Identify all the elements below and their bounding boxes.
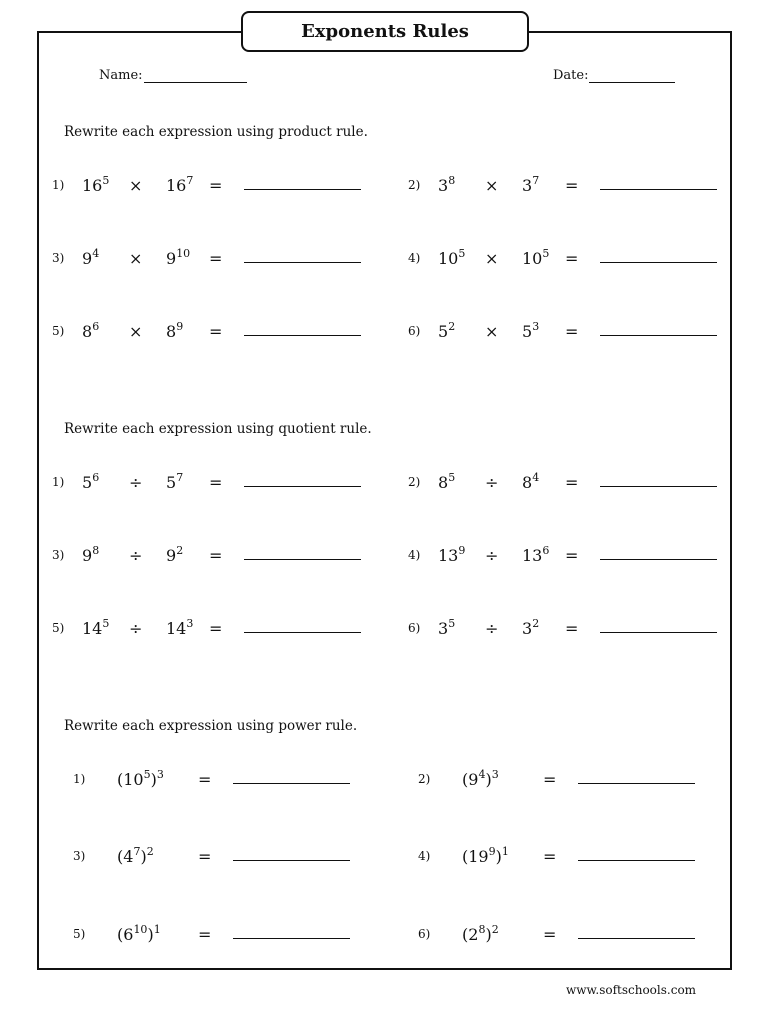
equals-sign: = xyxy=(565,249,579,268)
name-field[interactable] xyxy=(99,68,247,83)
footer-website: www.softschools.com xyxy=(566,983,697,997)
outer-exponent: 1 xyxy=(153,922,161,936)
equals-sign: = xyxy=(209,176,223,195)
first-term xyxy=(82,246,100,268)
second-base: 3 xyxy=(522,619,533,638)
first-term xyxy=(82,470,100,492)
question-number: 3) xyxy=(52,548,65,562)
answer-line[interactable] xyxy=(578,859,695,861)
question-number: 1) xyxy=(52,178,65,192)
power-question-6 xyxy=(418,922,718,951)
answer-line[interactable] xyxy=(600,334,717,336)
answer-line[interactable] xyxy=(233,859,350,861)
quotient-rule-instruction: Rewrite each expression using quotient rule. xyxy=(64,421,372,437)
answer-line[interactable] xyxy=(244,261,361,263)
answer-line[interactable] xyxy=(578,937,695,939)
second-exponent: 5 xyxy=(542,246,550,260)
equals-sign: = xyxy=(543,770,557,789)
first-exponent: 5 xyxy=(448,616,456,630)
answer-line[interactable] xyxy=(233,937,350,939)
power-expression: $(2^8)^2$ xyxy=(462,922,499,944)
first-term xyxy=(438,470,456,492)
inner-base: 6 xyxy=(123,925,134,944)
equals-sign: = xyxy=(565,546,579,565)
quotient-question-2 xyxy=(408,470,728,499)
question-number: 5) xyxy=(73,927,86,941)
question-number: 5) xyxy=(52,324,65,338)
question-number: 4) xyxy=(408,548,421,562)
operator-sign: ÷ xyxy=(129,473,143,492)
product-question-1 xyxy=(52,173,372,202)
second-exponent: 7 xyxy=(176,470,184,484)
equals-sign: = xyxy=(198,925,212,944)
question-number: 5) xyxy=(52,621,65,635)
first-exponent: 6 xyxy=(92,470,100,484)
first-exponent: 2 xyxy=(448,319,456,333)
second-base: 16 xyxy=(166,176,187,195)
power-expression: $(19^9)^1$ xyxy=(462,844,509,866)
question-number: 2) xyxy=(418,772,431,786)
name-label: Name: xyxy=(99,68,143,83)
question-number: 6) xyxy=(418,927,431,941)
question-number: 2) xyxy=(408,475,421,489)
power-question-5 xyxy=(73,922,373,951)
second-base: 14 xyxy=(166,619,187,638)
equals-sign: = xyxy=(209,249,223,268)
product-question-6 xyxy=(408,319,728,348)
inner-base: 19 xyxy=(468,847,489,866)
answer-line[interactable] xyxy=(600,558,717,560)
inner-base: 4 xyxy=(123,847,134,866)
first-term xyxy=(82,173,110,195)
equals-sign: = xyxy=(209,619,223,638)
first-exponent: 5 xyxy=(102,173,110,187)
second-base: 8 xyxy=(522,473,533,492)
second-term xyxy=(522,543,550,565)
inner-exponent: 7 xyxy=(133,844,141,858)
second-base: 5 xyxy=(166,473,177,492)
second-base: 8 xyxy=(166,322,177,341)
second-base: 9 xyxy=(166,249,177,268)
answer-line[interactable] xyxy=(244,485,361,487)
first-exponent: 8 xyxy=(448,173,456,187)
first-term xyxy=(438,246,466,268)
inner-exponent: 9 xyxy=(488,844,496,858)
first-term xyxy=(438,616,456,638)
operator-sign: ÷ xyxy=(129,619,143,638)
quotient-question-6 xyxy=(408,616,728,645)
answer-line[interactable] xyxy=(600,188,717,190)
quotient-question-3 xyxy=(52,543,372,572)
answer-line[interactable] xyxy=(600,631,717,633)
worksheet-title: Exponents Rules xyxy=(241,11,529,52)
first-base: 13 xyxy=(438,546,459,565)
answer-line[interactable] xyxy=(244,334,361,336)
first-base: 9 xyxy=(82,249,93,268)
equals-sign: = xyxy=(565,176,579,195)
first-base: 14 xyxy=(82,619,103,638)
second-base: 5 xyxy=(522,322,533,341)
power-question-2 xyxy=(418,767,718,796)
equals-sign: = xyxy=(198,770,212,789)
first-base: 8 xyxy=(438,473,449,492)
quotient-question-4 xyxy=(408,543,728,572)
operator-sign: ÷ xyxy=(129,546,143,565)
second-exponent: 4 xyxy=(532,470,540,484)
second-term xyxy=(166,616,194,638)
operator-sign: ÷ xyxy=(485,473,499,492)
power-expression: $(6^{10})^1$ xyxy=(117,922,161,944)
first-term xyxy=(82,616,110,638)
quotient-question-1 xyxy=(52,470,372,499)
answer-line[interactable] xyxy=(600,261,717,263)
question-number: 4) xyxy=(418,849,431,863)
answer-line[interactable] xyxy=(600,485,717,487)
equals-sign: = xyxy=(209,546,223,565)
first-base: 3 xyxy=(438,619,449,638)
second-exponent: 10 xyxy=(176,246,191,260)
first-term xyxy=(438,543,466,565)
power-expression: $(10^5)^3$ xyxy=(117,767,164,789)
first-base: 3 xyxy=(438,176,449,195)
second-exponent: 3 xyxy=(186,616,194,630)
second-term xyxy=(166,543,184,565)
quotient-question-5 xyxy=(52,616,372,645)
power-expression: $(9^4)^3$ xyxy=(462,767,499,789)
first-exponent: 5 xyxy=(102,616,110,630)
equals-sign: = xyxy=(198,847,212,866)
second-term xyxy=(166,319,184,341)
second-term xyxy=(522,246,550,268)
second-term xyxy=(522,616,540,638)
first-term xyxy=(438,319,456,341)
outer-exponent: 2 xyxy=(491,922,499,936)
question-number: 6) xyxy=(408,324,421,338)
operator-sign: × xyxy=(129,322,143,341)
first-base: 5 xyxy=(82,473,93,492)
second-term xyxy=(166,470,184,492)
power-question-3 xyxy=(73,844,373,873)
question-number: 3) xyxy=(52,251,65,265)
product-rule-instruction: Rewrite each expression using product rule. xyxy=(64,124,368,140)
second-term xyxy=(166,246,191,268)
operator-sign: ÷ xyxy=(485,619,499,638)
second-exponent: 7 xyxy=(186,173,194,187)
second-exponent: 9 xyxy=(176,319,184,333)
first-base: 16 xyxy=(82,176,103,195)
name-line[interactable] xyxy=(144,70,247,83)
first-term xyxy=(438,173,456,195)
inner-base: 9 xyxy=(468,770,479,789)
second-exponent: 2 xyxy=(176,543,184,557)
equals-sign: = xyxy=(543,925,557,944)
question-number: 1) xyxy=(73,772,86,786)
product-question-4 xyxy=(408,246,728,275)
power-question-1 xyxy=(73,767,373,796)
outer-exponent: 2 xyxy=(146,844,154,858)
inner-exponent: 5 xyxy=(143,767,151,781)
first-exponent: 5 xyxy=(448,470,456,484)
date-field[interactable] xyxy=(553,68,675,83)
question-number: 2) xyxy=(408,178,421,192)
first-base: 10 xyxy=(438,249,459,268)
answer-line[interactable] xyxy=(244,188,361,190)
power-rule-instruction: Rewrite each expression using power rule. xyxy=(64,718,358,734)
second-base: 10 xyxy=(522,249,543,268)
question-number: 3) xyxy=(73,849,86,863)
second-term xyxy=(522,173,540,195)
first-base: 8 xyxy=(82,322,93,341)
second-base: 3 xyxy=(522,176,533,195)
product-question-3 xyxy=(52,246,372,275)
answer-line[interactable] xyxy=(244,631,361,633)
equals-sign: = xyxy=(209,322,223,341)
inner-base: 2 xyxy=(468,925,479,944)
equals-sign: = xyxy=(565,473,579,492)
second-term xyxy=(522,319,540,341)
second-exponent: 3 xyxy=(532,319,540,333)
power-expression: $(4^7)^2$ xyxy=(117,844,154,866)
date-line[interactable] xyxy=(589,70,675,83)
question-number: 1) xyxy=(52,475,65,489)
inner-base: 10 xyxy=(123,770,144,789)
first-exponent: 9 xyxy=(458,543,466,557)
second-exponent: 7 xyxy=(532,173,540,187)
outer-exponent: 1 xyxy=(501,844,509,858)
product-question-2 xyxy=(408,173,728,202)
equals-sign: = xyxy=(565,619,579,638)
second-term xyxy=(522,470,540,492)
operator-sign: × xyxy=(485,176,499,195)
second-base: 9 xyxy=(166,546,177,565)
answer-line[interactable] xyxy=(244,558,361,560)
inner-exponent: 8 xyxy=(478,922,486,936)
first-term xyxy=(82,543,100,565)
first-exponent: 6 xyxy=(92,319,100,333)
first-base: 5 xyxy=(438,322,449,341)
question-number: 4) xyxy=(408,251,421,265)
first-base: 9 xyxy=(82,546,93,565)
operator-sign: × xyxy=(129,249,143,268)
operator-sign: × xyxy=(485,249,499,268)
question-number: 6) xyxy=(408,621,421,635)
worksheet-frame xyxy=(37,31,732,970)
second-exponent: 6 xyxy=(542,543,550,557)
first-exponent: 8 xyxy=(92,543,100,557)
second-exponent: 2 xyxy=(532,616,540,630)
equals-sign: = xyxy=(543,847,557,866)
second-term xyxy=(166,173,194,195)
equals-sign: = xyxy=(565,322,579,341)
outer-exponent: 3 xyxy=(491,767,499,781)
date-label: Date: xyxy=(553,68,589,83)
operator-sign: × xyxy=(129,176,143,195)
second-base: 13 xyxy=(522,546,543,565)
power-question-4 xyxy=(418,844,718,873)
product-question-5 xyxy=(52,319,372,348)
first-term xyxy=(82,319,100,341)
outer-exponent: 3 xyxy=(156,767,164,781)
first-exponent: 4 xyxy=(92,246,100,260)
first-exponent: 5 xyxy=(458,246,466,260)
answer-line[interactable] xyxy=(578,782,695,784)
equals-sign: = xyxy=(209,473,223,492)
inner-exponent: 4 xyxy=(478,767,486,781)
operator-sign: ÷ xyxy=(485,546,499,565)
answer-line[interactable] xyxy=(233,782,350,784)
operator-sign: × xyxy=(485,322,499,341)
inner-exponent: 10 xyxy=(133,922,148,936)
